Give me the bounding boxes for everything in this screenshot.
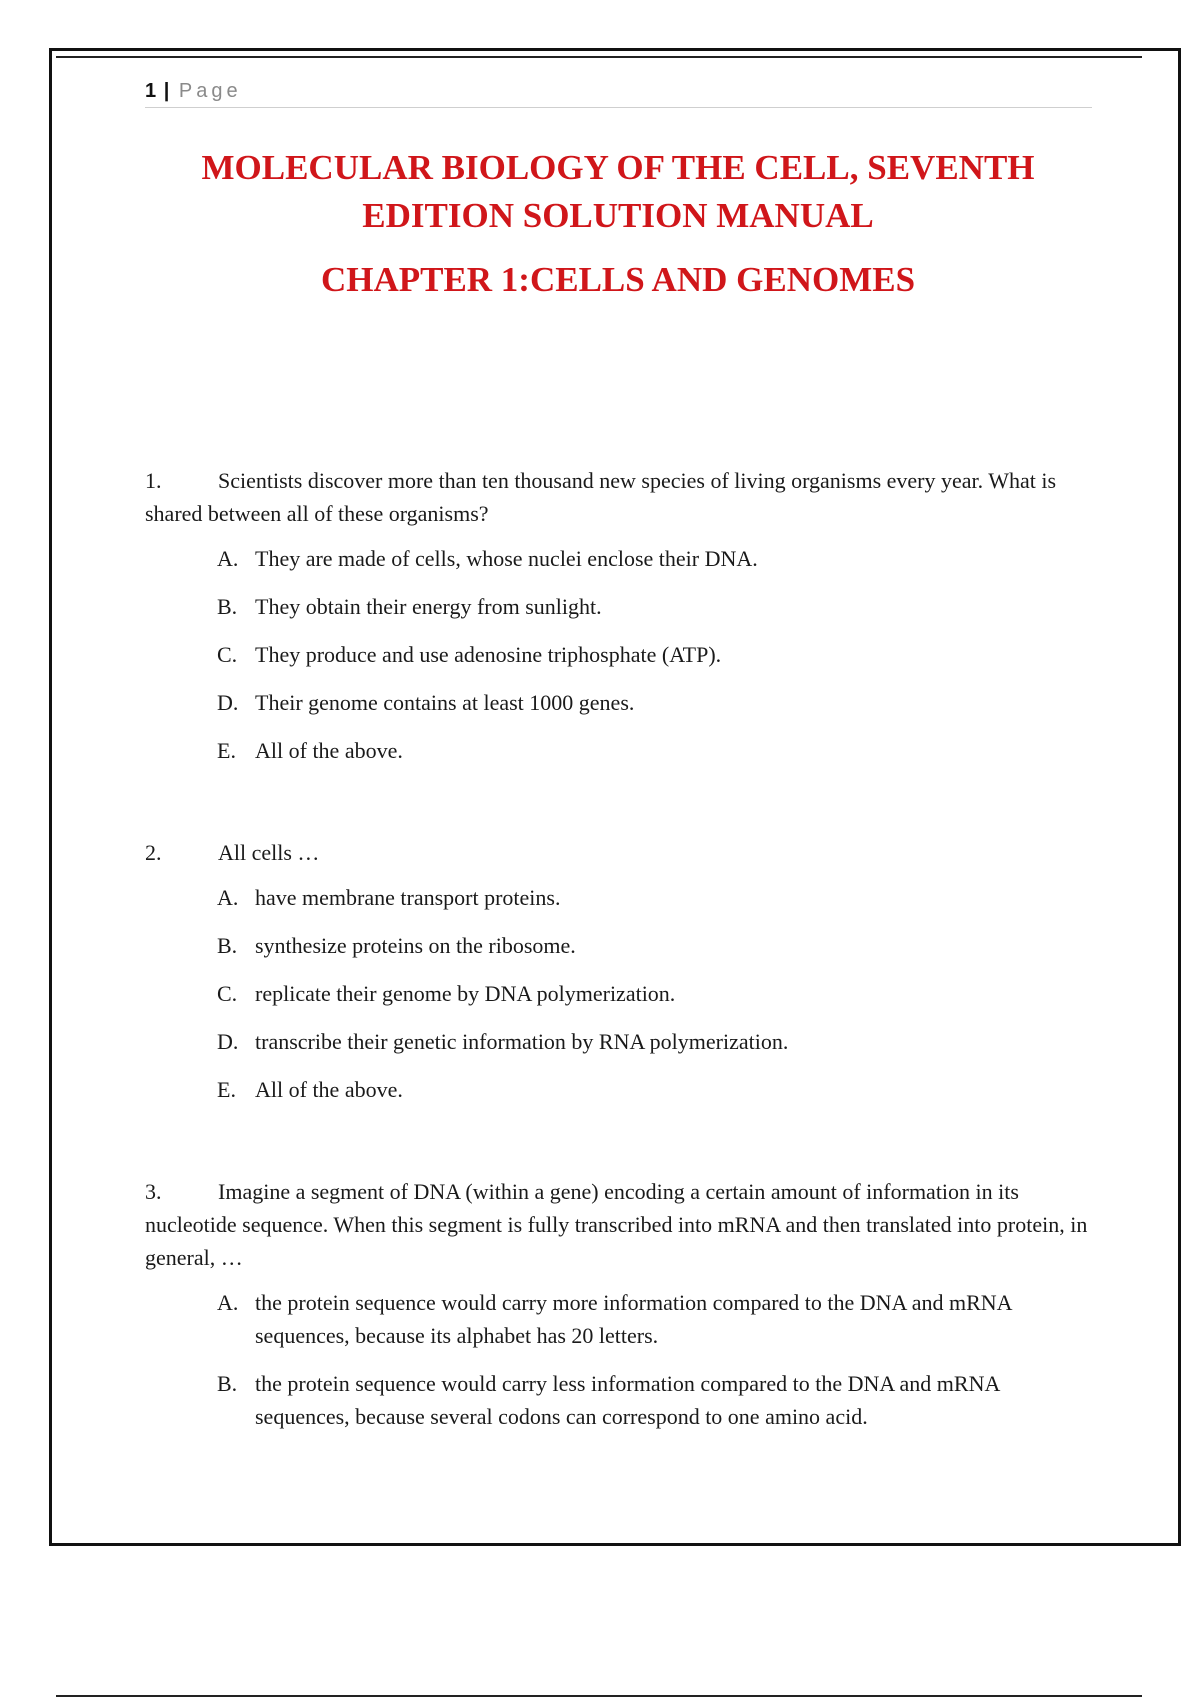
option-text: synthesize proteins on the ribosome. [255,933,576,958]
option-letter: D. [217,1029,239,1054]
option-text: the protein sequence would carry less information compared to the DNA and mRNA sequences, because several codons can correspond to one amino acid. [255,1371,1000,1429]
question-number: 2. [145,840,162,865]
option-d [145,686,1090,719]
option-text: have membrane transport proteins. [255,885,561,910]
question-number: 3. [145,1179,162,1204]
option-a [145,1286,1090,1352]
question-text: Scientists discover more than ten thousand new species of living organisms every year. What is shared between all of these organisms? [145,468,1057,526]
option-text: Their genome contains at least 1000 genes. [255,690,635,715]
question-stem [145,1175,1090,1274]
option-letter: E. [217,1077,236,1102]
option-c [145,977,1090,1010]
page-separator: | [163,80,170,102]
option-letter: C. [217,642,238,667]
option-letter: B. [217,933,238,958]
bottom-rule [56,1695,1142,1697]
question-text: All cells … [218,840,320,865]
option-text: All of the above. [255,738,403,763]
option-letter: B. [217,594,238,619]
option-a [145,542,1090,575]
option-text: the protein sequence would carry more information compared to the DNA and mRNA sequences, because its alphabet has 20 letters. [255,1290,1012,1348]
document-title-line1: MOLECULAR BIOLOGY OF THE CELL, SEVENTH [201,148,1035,187]
page-word: Page [178,80,242,102]
option-letter: A. [217,885,239,910]
option-c [145,638,1090,671]
question-text: Imagine a segment of DNA (within a gene) encoding a certain amount of information in its nucleotide sequence. When this segment is fully transcribed into mRNA and then translated into protein, in general, … [145,1179,1088,1270]
option-e [145,1073,1090,1106]
option-text: They obtain their energy from sunlight. [255,594,602,619]
option-letter: A. [217,1290,239,1315]
option-list [145,1286,1090,1433]
option-letter: A. [217,546,239,571]
page-header [145,77,1092,108]
option-b [145,929,1090,962]
option-letter: B. [217,1371,238,1396]
question-2 [145,836,1090,1121]
option-letter: D. [217,690,239,715]
document-title-line2: EDITION SOLUTION MANUAL [362,196,874,235]
question-number: 1. [145,468,162,493]
option-list [145,881,1090,1106]
chapter-title: CHAPTER 1:CELLS AND GENOMES [320,260,916,299]
option-b [145,1367,1090,1433]
page-number: 1 [145,80,157,102]
option-text: They produce and use adenosine triphosphate (ATP). [255,642,722,667]
option-b [145,590,1090,623]
question-stem [145,464,1090,530]
option-text: All of the above. [255,1077,403,1102]
option-text: They are made of cells, whose nuclei enclose their DNA. [255,546,758,571]
question-stem [145,836,1090,869]
option-d [145,1025,1090,1058]
option-list [145,542,1090,767]
top-rule [56,56,1142,58]
option-text: replicate their genome by DNA polymerization. [255,981,676,1006]
question-3 [145,1175,1090,1448]
option-letter: E. [217,738,236,763]
option-a [145,881,1090,914]
option-text: transcribe their genetic information by RNA polymerization. [255,1029,789,1054]
option-letter: C. [217,981,238,1006]
question-1 [145,464,1090,782]
option-e [145,734,1090,767]
